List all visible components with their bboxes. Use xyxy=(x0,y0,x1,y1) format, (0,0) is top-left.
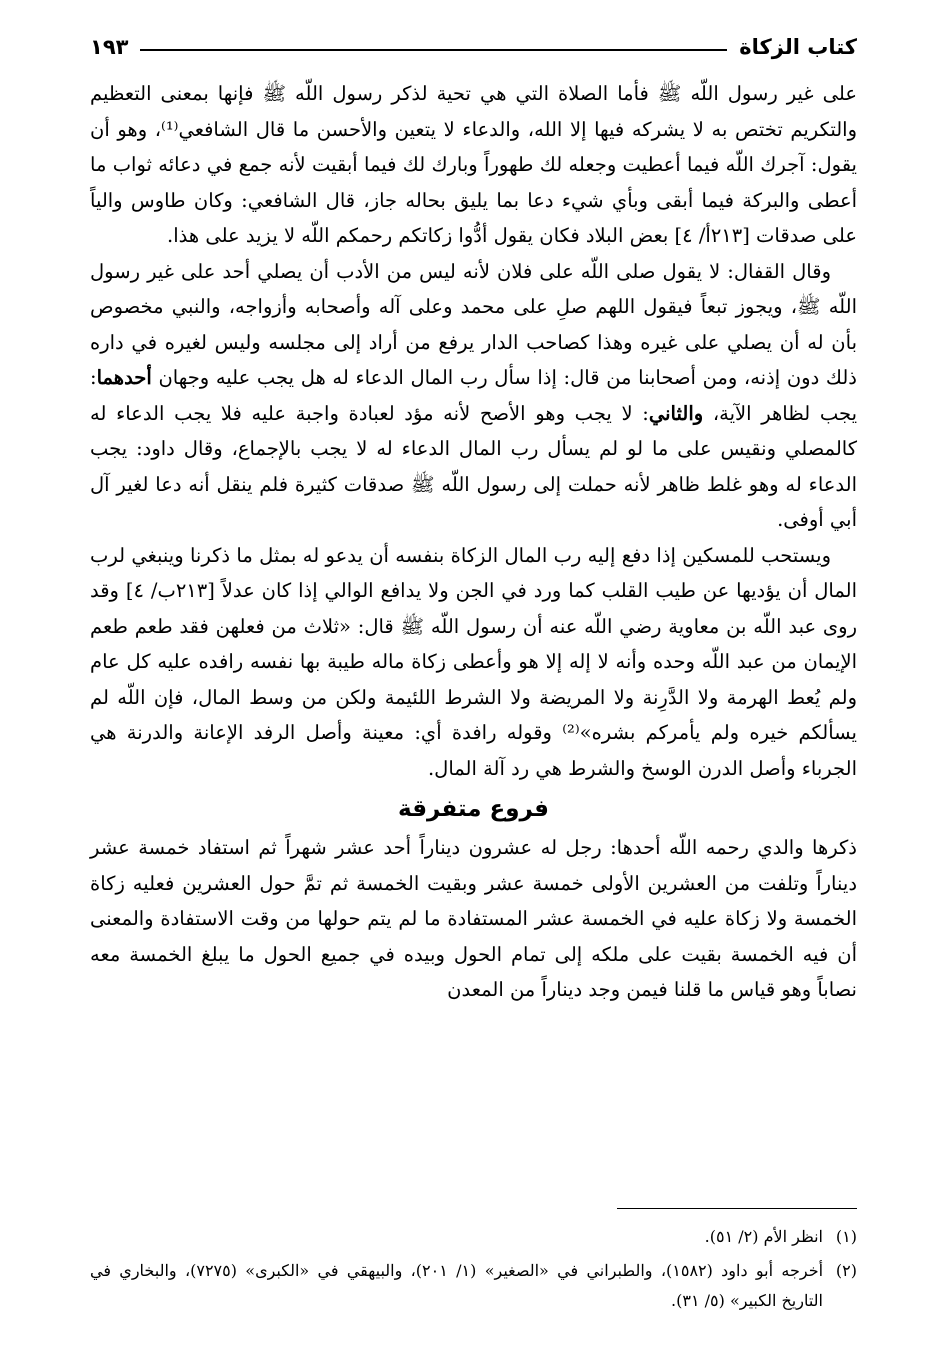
footnote-number: (١) xyxy=(835,1227,857,1246)
bold-term-first: أحدهما xyxy=(96,366,152,389)
running-title: كتاب الزكاة xyxy=(739,35,857,59)
page-number: ١٩٣ xyxy=(90,35,129,59)
paragraph-1: على غير رسول اللّه ﷺ فأما الصلاة التي هي تحية لذكر رسول اللّه ﷺ فإنها بمعنى التعظيم والتكريم تختص به لا يشركه فيها إلا الله، والدعاء لا يتعين والأحسن ما قال الشافعي⁽¹⁾، وهو أن يقول: آجرك اللّه فيما أعطيت وجعله لك طهوراً وبارك لك فيما أبقيت لأنه جمع في دعائه ثواب ما أعطى والبركة فيما أبقى وبأي شيء دعا بما يليق بحاله جاز، قال الشافعي: وكان طاوس والياً على صدقات [٢١٣أ/ ٤] بعض البلاد فكان يقول أدُّوا زكاتكم رحمكم اللّه لا يزيد على هذا. xyxy=(90,82,857,247)
footnote-2 xyxy=(90,1256,857,1316)
footnote-1 xyxy=(90,1222,857,1252)
section-paragraph: ذكرها والدي رحمه اللّه أحدها: رجل له عشرون ديناراً أحد عشر شهراً ثم استفاد خمسة عشر ديناراً وتلفت من العشرين الأولى خمسة عشر وبقيت الخمسة ثم تمَّ حول العشرين فعليه زكاة الخمسة ولا زكاة عليه في الخمسة عشر المستفادة ما لم يتم حولها من وقت الاستفادة والمعنى أن فيه الخمسة بقيت على ملكه إلى تمام الحول وبيده في جميع الحول ما يبلغ الخمسة معه نصاباً وهو قياس ما قلنا فيمن وجد ديناراً من المعدن xyxy=(90,836,857,1001)
bold-term-second: والثاني xyxy=(648,401,704,425)
body-text xyxy=(90,76,857,1008)
footnote-number: (٢) xyxy=(835,1261,857,1280)
footnote-text: أخرجه أبو داود (١٥٨٢)، والطبراني في «الصغير» (١/ ٢٠١)، والبيهقي في «الكبرى» (٧٢٧٥)، والبخاري في التاريخ الكبير» (٥/ ٣١). xyxy=(90,1261,824,1310)
footnote-text: انظر الأم (٢/ ٥١). xyxy=(704,1227,823,1246)
footnotes xyxy=(90,1222,857,1320)
paragraph-2-middle: : يجب لظاهر الآية، xyxy=(90,366,858,425)
header-rule xyxy=(140,49,727,51)
footnote-separator xyxy=(617,1208,857,1209)
paragraph-2-after: : لا يجب وهو الأصح لأنه مؤد لعبادة واجبة عليه فلا يجب الدعاء له كالمصلي ونقيس على ما لو لم يسأل رب المال الدعاء له لا يجب بالإجماع، وقال داود: يجب الدعاء له وهو غلط ظاهر لأنه حملت إلى رسول اللّه ﷺ صدقات كثيرة فلم ينقل أنه دعا لغير آل أبي أوفى. xyxy=(90,401,857,531)
page-header xyxy=(90,30,857,64)
section-heading: فروع متفرقة xyxy=(398,796,549,822)
paragraph-3: ويستحب للمسكين إذا دفع إليه رب المال الزكاة بنفسه أن يدعو له بمثل ما ذكرنا وينبغي لرب المال أن يؤديها عن طيب القلب كما ورد في الجن ولا يدافع الوالي إذا كان عدلاً [٢١٣ب/ ٤] وقد روى عبد اللّه بن معاوية رضي اللّه عنه أن رسول اللّه ﷺ قال: «ثلاث من فعلهن فقد طعم طعم الإيمان من عبد اللّه وحده وأنه لا إله إلا هو وأعطى زكاة ماله طيبة بها نفسه رافده عليه كل عام ولم يُعط الهرمة ولا الدَّرِنة ولا المريضة ولا الشرط اللئيمة ولكن من وسط المال، فإن اللّه لم يسألكم خيره ولم يأمركم بشره»⁽²⁾ وقوله رافدة أي: معينة وأصل الرفد الإعانة والدرنة هي الجرباء وأصل الدرن الوسخ والشرط هي رد آلة المال. xyxy=(90,543,858,780)
paragraph-2-before: وقال القفال: لا يقول صلى اللّه على فلان لأنه ليس من الأدب أن يصلي أحد على غير رسول اللّه ﷺ، ويجوز تبعاً فيقول اللهم صلِ على محمد وعلى آله وأصحابه وأزواجه، والنبي مخصوص بأن له أن يصلي على غيره وهذا كصاحب الدار يرفع من أراد إلى مجلسه وليس لغيره في داره ذلك دون إذنه، ومن أصحابنا من قال: إذا سأل رب المال الدعاء له هل يجب عليه وجهان xyxy=(90,259,857,389)
paragraph-2 xyxy=(90,254,857,538)
